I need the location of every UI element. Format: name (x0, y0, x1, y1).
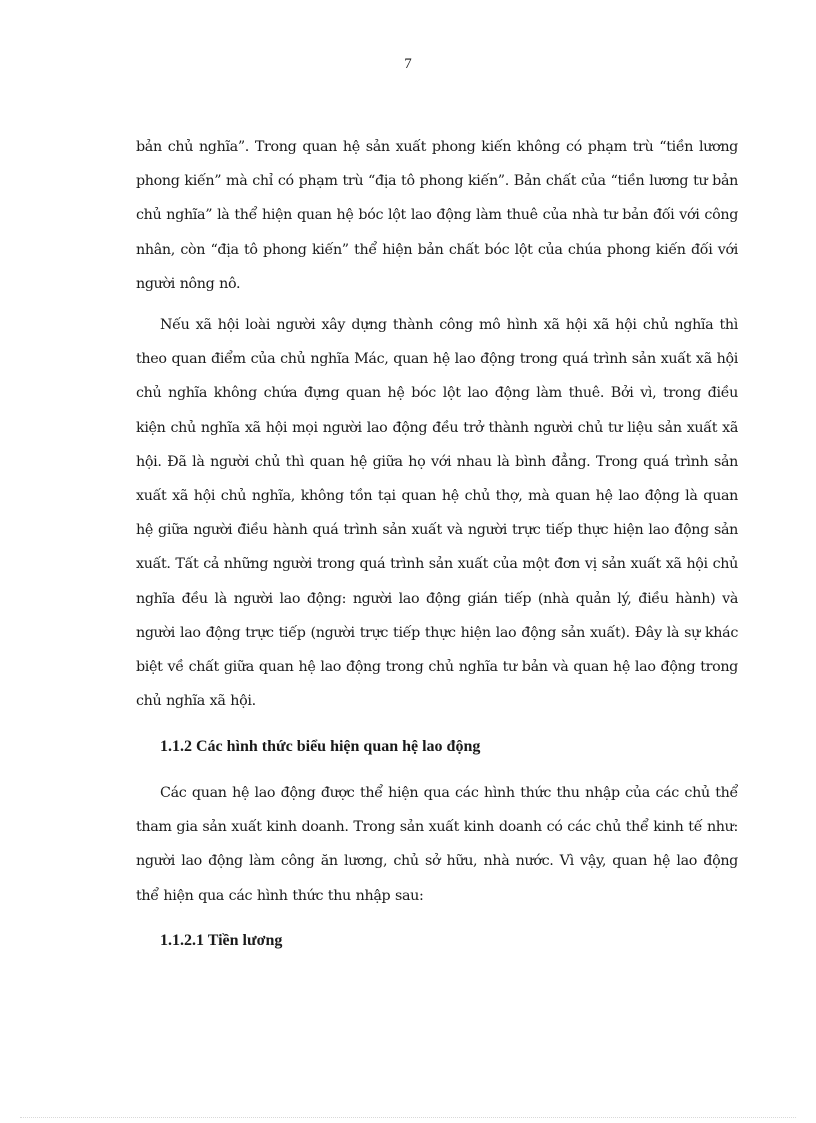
section-heading-1-1-2: 1.1.2 Các hình thức biểu hiện quan hệ lao động (160, 738, 481, 755)
page-number: 7 (404, 56, 412, 72)
paragraph-continuation: bản chủ nghĩa”. Trong quan hệ sản xuất phong kiến không có phạm trù “tiền lương phong kiến” mà chỉ có phạm trù “địa tô phong kiến”. Bản chất của “tiền lương tư bản chủ nghĩa” là thể hiện quan hệ bóc lột lao động làm thuê của nhà tư bản đối với công nhân, còn “địa tô phong kiến” thể hiện bản chất bóc lột của chúa phong kiến đối với người nông nô. (136, 139, 738, 292)
paragraph-income-forms: Các quan hệ lao động được thể hiện qua các hình thức thu nhập của các chủ thể tham gia sản xuất kinh doanh. Trong sản xuất kinh doanh có các chủ thể kinh tế như: người lao động làm công ăn lương, chủ sở hữu, nhà nước. Vì vậy, quan hệ lao động thể hiện qua các hình thức thu nhập sau: (136, 785, 738, 904)
section-heading-1-1-2-1: 1.1.2.1 Tiền lương (160, 932, 283, 949)
paragraph-socialist-labor-relations: Nếu xã hội loài người xây dựng thành công mô hình xã hội xã hội chủ nghĩa thì theo quan điểm của chủ nghĩa Mác, quan hệ lao động trong quá trình sản xuất xã hội chủ nghĩa không chứa đựng quan hệ bóc lột lao động làm thuê. Bởi vì, trong điều kiện chủ nghĩa xã hội mọi người lao động đều trở thành người chủ tư liệu sản xuất xã hội. Đã là người chủ thì quan hệ giữa họ với nhau là bình đẳng. Trong quá trình sản xuất xã hội chủ nghĩa, không tồn tại quan hệ chủ thợ, mà quan hệ lao động là quan hệ giữa người điều hành quá trình sản xuất và người trực tiếp thực hiện lao động sản xuất. Tất cả những người trong quá trình sản xuất của một đơn vị sản xuất xã hội chủ nghĩa đều là người lao động: người lao động gián tiếp (nhà quản lý, điều hành) và người lao động trực tiếp (người trực tiếp thực hiện lao động sản xuất). Đây là sự khác biệt về chất giữa quan hệ lao động trong chủ nghĩa tư bản và quan hệ lao động trong chủ nghĩa xã hội. (136, 317, 738, 710)
page-bottom-divider (20, 1117, 796, 1118)
